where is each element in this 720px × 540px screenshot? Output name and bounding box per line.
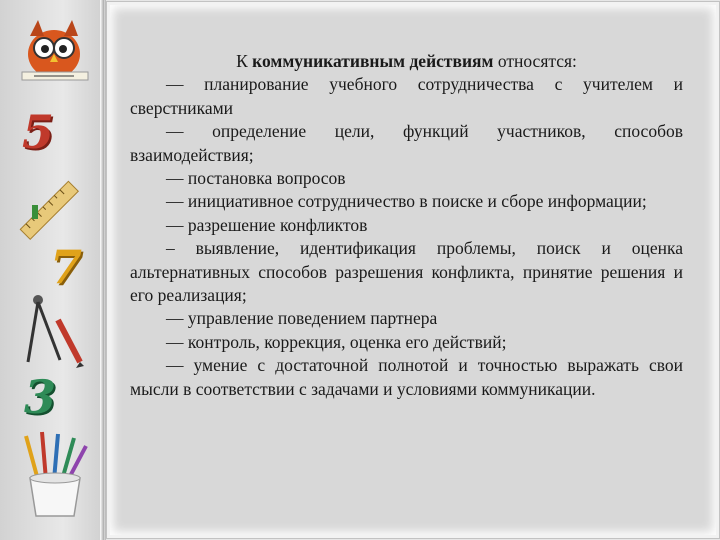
ruler-icon [14,175,86,247]
title-bold: коммуникативным действиям [252,51,494,71]
slide-title [130,50,683,73]
owl-icon [14,14,96,84]
list-item: — инициативное сотрудничество в поиске и сборе информации; [166,191,647,212]
list-item: — умение с достаточной полнотой и точностью выражать свои мысли в соответствии с задачами и условиями коммуникации. [130,355,683,399]
decorative-side-strip [0,0,106,540]
digit-three: 3 [24,370,57,424]
list-item: — постановка вопросов [166,168,346,189]
list-item: — определение цели, функций участников, способов взаимодействия; [130,121,683,165]
list-item: — управление поведением партнера [166,308,438,329]
digit-five: 5 [22,105,55,159]
title-prefix: К [236,51,253,71]
pencil-cup-icon [18,430,92,520]
list-item: — планирование учебного сотрудничества с учителем и сверстниками [130,74,683,118]
list-item: – выявление, идентификация проблемы, поиск и оценка альтернативных способов разрешения конфликта, принятие решения и его реализация; [130,238,683,306]
title-suffix: относятся: [493,51,577,71]
slide-content [130,50,683,401]
list-item: — разрешение конфликтов [166,214,368,235]
list-item: — контроль, коррекция, оценка его действий; [166,331,507,352]
side-strip-edge [100,0,104,540]
digit-seven: 7 [50,240,83,294]
compass-icon [18,290,88,370]
